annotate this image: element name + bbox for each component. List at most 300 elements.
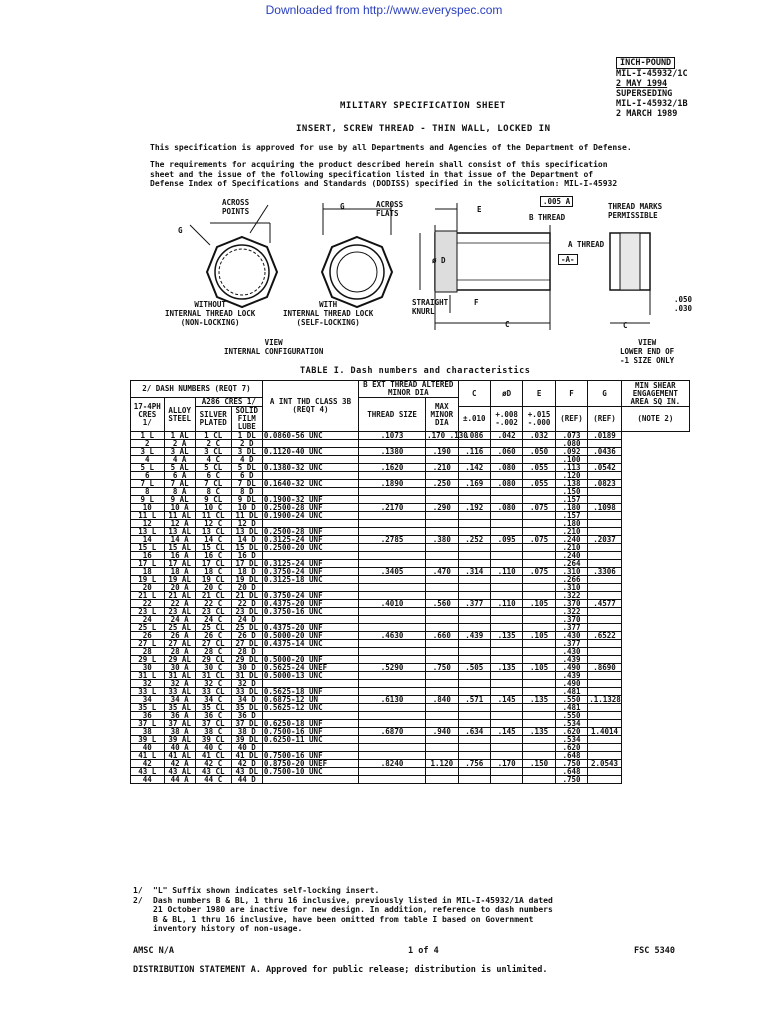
table-cell: .534 — [555, 736, 587, 744]
d-label: ø D — [432, 256, 446, 265]
c-label: C — [623, 321, 628, 330]
table-cell: 38 A — [164, 728, 195, 736]
table-cell — [490, 616, 522, 624]
table-cell: 39 DL — [231, 736, 262, 744]
table-cell: 2 — [131, 440, 165, 448]
table-cell — [359, 640, 426, 648]
table-cell: 8 A — [164, 488, 195, 496]
table-cell: .080 — [555, 440, 587, 448]
table-cell: 12 C — [195, 520, 231, 528]
table-cell: .430 — [555, 632, 587, 640]
table-cell: .135 — [490, 664, 522, 672]
table-cell: 0.5000-20 UNF — [262, 632, 358, 640]
table-cell: .105 — [523, 600, 555, 608]
table-cell: 43 CL — [195, 768, 231, 776]
table-cell: 11 CL — [195, 512, 231, 520]
table-cell — [588, 616, 622, 624]
table-cell — [426, 680, 458, 688]
table-cell: .1.1328 — [589, 695, 621, 704]
table-cell: 37 CL — [195, 720, 231, 728]
table-cell: 11 AL — [164, 512, 195, 520]
table-cell: 25 L — [131, 624, 165, 632]
table-cell: 6 A — [164, 472, 195, 480]
table-cell: 27 L — [131, 640, 165, 648]
table-cell: 16 A — [164, 552, 195, 560]
table-cell — [588, 552, 622, 560]
table-cell — [458, 768, 490, 776]
g-ref-header: (REF) — [588, 407, 622, 432]
table-cell — [458, 648, 490, 656]
table-cell: 21 L — [131, 592, 165, 600]
table-cell: .2037 — [588, 536, 622, 544]
table-cell: 37 L — [131, 720, 165, 728]
internal-config-caption: VIEW INTERNAL CONFIGURATION — [224, 338, 324, 356]
f-col-header: F — [555, 381, 587, 407]
table-cell: 23 DL — [231, 608, 262, 616]
table-cell — [490, 584, 522, 592]
table-cell: 1.4014 — [588, 728, 622, 736]
table-cell — [426, 776, 458, 784]
table-cell: .075 — [523, 504, 555, 512]
table-cell — [523, 584, 555, 592]
table-cell: .192 — [458, 504, 490, 512]
table-cell: 7 DL — [231, 480, 262, 488]
table-cell: 30 A — [164, 664, 195, 672]
superseding-label: SUPERSEDING — [616, 89, 673, 99]
table-cell: 0.7500-16 UNF — [262, 752, 358, 760]
requirements-text — [150, 160, 617, 189]
table-cell: .505 — [458, 664, 490, 672]
table-cell: 8 — [131, 488, 165, 496]
table-cell — [359, 744, 426, 752]
note-text: B & BL, 1 thru 16 inclusive, have been omitted from table I based on Government — [153, 914, 534, 924]
table-cell: 33 L — [131, 688, 165, 696]
table-cell: .264 — [555, 560, 587, 568]
table-cell: 18 C — [195, 568, 231, 576]
table-cell: 35 DL — [231, 704, 262, 712]
table-cell: 19 CL — [195, 576, 231, 584]
table-cell: 13 L — [131, 528, 165, 536]
table-cell — [426, 552, 458, 560]
table-cell — [490, 736, 522, 744]
table-cell: .1073 — [359, 432, 426, 440]
table-cell: .750 — [555, 776, 587, 784]
table-cell: .380 — [426, 536, 458, 544]
table-cell: 31 L — [131, 672, 165, 680]
table-cell — [588, 576, 622, 584]
table-cell: .142 — [458, 464, 490, 472]
table-cell: 5 L — [131, 464, 165, 472]
table-cell — [523, 736, 555, 744]
table-cell — [588, 584, 622, 592]
table-cell: 21 CL — [195, 592, 231, 600]
table-cell: 17 L — [131, 560, 165, 568]
notes-block — [133, 886, 553, 934]
table-cell: 32 C — [195, 680, 231, 688]
table-cell: .135 — [523, 696, 555, 704]
table-cell: .170 — [490, 760, 522, 768]
note-mark: 2/ — [133, 895, 143, 905]
f-label: F — [474, 298, 479, 307]
approval-text: This specification is approved for use by all Departments and Agencies of the Department of Defense. — [150, 143, 632, 152]
table-cell — [523, 776, 555, 784]
table-cell: .110 — [490, 568, 522, 576]
table-cell: 0.8750-20 UNEF — [262, 760, 358, 768]
table-cell — [458, 744, 490, 752]
note-text: inventory history of non-usage. — [153, 924, 303, 933]
table-cell: 3 CL — [195, 448, 231, 456]
without-lock-caption: WITHOUT INTERNAL THREAD LOCK (NON-LOCKING) — [165, 300, 256, 327]
doc-number: MIL-I-45932/1C — [616, 69, 688, 79]
table-cell: 8 C — [195, 488, 231, 496]
table-cell: 14 A — [164, 536, 195, 544]
table-cell — [262, 776, 358, 784]
table-cell: .490 — [555, 664, 587, 672]
table-cell: .240 — [555, 536, 587, 544]
table-cell: 17 CL — [195, 560, 231, 568]
table-cell — [458, 552, 490, 560]
table-cell: 1 AL — [164, 432, 195, 440]
table-cell: 23 CL — [195, 608, 231, 616]
table-cell: 9 AL — [164, 496, 195, 504]
requirements-line: The requirements for acquiring the product described herein shall consist of this specification — [150, 160, 608, 169]
table-cell: 0.5625-12 UNC — [262, 704, 358, 712]
table-cell: 19 DL — [231, 576, 262, 584]
g-label: G — [340, 202, 345, 211]
table-cell: 10 D — [231, 504, 262, 512]
table-cell — [458, 608, 490, 616]
table-cell — [359, 608, 426, 616]
table-cell: 2.0543 — [588, 760, 622, 768]
table-cell: 6 C — [195, 472, 231, 480]
table-cell: 0.4375-20 UNF — [262, 600, 358, 608]
table-cell: 32 D — [231, 680, 262, 688]
table-cell: .180 — [555, 504, 587, 512]
table-cell: 42 D — [231, 760, 262, 768]
table-cell: .4010 — [359, 600, 426, 608]
table-cell: .370 — [555, 600, 587, 608]
requirements-line: Defense Index of Specifications and Standards (DODISS) specified in the solicitation: MIL-I-45932 — [150, 179, 618, 188]
table-cell: 31 DL — [231, 672, 262, 680]
table-cell — [426, 768, 458, 776]
table-cell: 34 D — [231, 696, 262, 704]
table-cell: .6522 — [588, 632, 622, 640]
table-cell: .2170 — [359, 504, 426, 512]
table-cell — [359, 680, 426, 688]
unit-box: INCH-POUND — [616, 57, 675, 69]
table-cell: .210 — [555, 528, 587, 536]
note-line — [133, 905, 553, 915]
table-cell — [359, 704, 426, 712]
table-cell: 2 D — [231, 440, 262, 448]
table-cell: 41 AL — [164, 752, 195, 760]
superseded-date: 2 MARCH 1989 — [616, 109, 678, 119]
table-cell — [359, 512, 426, 520]
table-cell: .8240 — [359, 760, 426, 768]
table-cell: .150 — [555, 488, 587, 496]
table-cell: .060 — [490, 448, 522, 456]
table-cell: 3 L — [131, 448, 165, 456]
table-cell — [490, 768, 522, 776]
table-cell: .095 — [490, 536, 522, 544]
table-cell: .430 — [555, 648, 587, 656]
note-line — [133, 896, 553, 906]
f-ref-header: (REF) — [555, 407, 587, 432]
table-cell: 0.3750-24 UNF — [262, 592, 358, 600]
table-cell: 0.1900-24 UNC — [262, 512, 358, 520]
table-cell — [359, 552, 426, 560]
table-cell — [458, 776, 490, 784]
table-cell: 14 D — [231, 536, 262, 544]
table-cell: 20 D — [231, 584, 262, 592]
table-cell: .310 — [555, 584, 587, 592]
with-lock-caption: WITH INTERNAL THREAD LOCK (SELF-LOCKING) — [283, 300, 374, 327]
table-cell: 26 D — [231, 632, 262, 640]
table-cell: .940 — [426, 728, 458, 736]
table-cell — [490, 776, 522, 784]
silver-plated-header: SILVER PLATED — [195, 407, 231, 432]
table-cell: .075 — [523, 568, 555, 576]
table-cell — [359, 488, 426, 496]
table-cell: 35 L — [131, 704, 165, 712]
thread-size-header: THREAD SIZE — [359, 398, 426, 432]
table-cell: .0823 — [588, 480, 622, 488]
table-cell — [588, 520, 622, 528]
note-text: 21 October 1980 are inactive for new design. In addition, reference to dash numbers — [153, 905, 553, 914]
table-cell — [523, 520, 555, 528]
table-cell: .250 — [426, 480, 458, 488]
table-cell: .490 — [555, 680, 587, 688]
table-cell: 13 CL — [195, 528, 231, 536]
table-cell: 44 C — [195, 776, 231, 784]
table-cell — [523, 680, 555, 688]
note-line — [133, 924, 553, 934]
table-cell: 38 C — [195, 728, 231, 736]
table-cell: .750 — [555, 760, 587, 768]
table-cell: 5 DL — [231, 464, 262, 472]
table-cell — [458, 640, 490, 648]
table-cell: 21 DL — [231, 592, 262, 600]
table-cell: .4630 — [359, 632, 426, 640]
table-cell: 13 DL — [231, 528, 262, 536]
table-cell — [426, 584, 458, 592]
table-cell — [490, 680, 522, 688]
table-cell: .116 — [458, 448, 490, 456]
table-cell — [523, 544, 555, 552]
table-cell: .290 — [426, 504, 458, 512]
table-cell: 0.7500-16 UNF — [262, 728, 358, 736]
table-cell: 2 A — [164, 440, 195, 448]
table-cell: 25 DL — [231, 624, 262, 632]
table-cell: 40 C — [195, 744, 231, 752]
table-cell — [458, 704, 490, 712]
table-cell: 35 AL — [164, 704, 195, 712]
across-points-label: ACROSS POINTS — [222, 198, 250, 216]
table-cell: .648 — [555, 768, 587, 776]
table-cell: 34 C — [195, 696, 231, 704]
table-cell: 44 — [131, 776, 165, 784]
table-cell: 36 A — [164, 712, 195, 720]
table-cell: .377 — [458, 600, 490, 608]
table-cell: .252 — [458, 536, 490, 544]
dash-number-table — [130, 380, 690, 784]
table-cell — [523, 704, 555, 712]
table-cell: 1 L — [131, 432, 165, 440]
table-cell — [359, 712, 426, 720]
table-cell: .135 — [523, 728, 555, 736]
table-cell: .756 — [458, 760, 490, 768]
table-cell: .0542 — [588, 464, 622, 472]
table-cell: .750 — [426, 664, 458, 672]
table-cell: 10 C — [195, 504, 231, 512]
table-cell: .322 — [555, 608, 587, 616]
table-cell — [359, 768, 426, 776]
table-cell: .560 — [426, 600, 458, 608]
table-cell: .2785 — [359, 536, 426, 544]
table-cell: .377 — [555, 640, 587, 648]
table-cell: .0189 — [588, 432, 622, 440]
table-cell: 9 L — [131, 496, 165, 504]
note-text: Dash numbers B & BL, 1 thru 16 inclusive, previously listed in MIL-I-45932/1A dated — [153, 895, 553, 905]
straight-knurl-label: STRAIGHT KNURL — [412, 298, 449, 316]
table-cell: 38 D — [231, 728, 262, 736]
table-cell: 41 CL — [195, 752, 231, 760]
table-cell: 6 — [131, 472, 165, 480]
table-cell: 0.5000-13 UNC — [262, 672, 358, 680]
table-cell — [426, 712, 458, 720]
lower-end-caption: VIEW LOWER END OF -1 SIZE ONLY — [620, 338, 675, 365]
table-cell: 11 L — [131, 512, 165, 520]
table-cell: .240 — [555, 552, 587, 560]
table-cell — [490, 520, 522, 528]
table-cell: .481 — [555, 704, 587, 712]
table-cell: 2 C — [195, 440, 231, 448]
table-cell: .073 — [555, 432, 587, 440]
table-cell: 0.3750-24 UNF — [262, 568, 358, 576]
table-cell: 0.6250-11 UNC — [262, 736, 358, 744]
table-cell: .110 — [490, 600, 522, 608]
across-flats-label: ACROSS FLATS — [376, 200, 404, 218]
table-cell — [490, 512, 522, 520]
table-cell: 13 AL — [164, 528, 195, 536]
table-cell: 18 D — [231, 568, 262, 576]
table-cell — [426, 520, 458, 528]
table-cell: 39 AL — [164, 736, 195, 744]
table-cell — [458, 544, 490, 552]
table-cell: 33 AL — [164, 688, 195, 696]
table-cell: 25 CL — [195, 624, 231, 632]
dim-030-label: .030 — [674, 304, 693, 313]
download-link[interactable]: Downloaded from http://www.everyspec.com — [265, 3, 503, 17]
table-cell — [588, 768, 622, 776]
table-cell: .266 — [555, 576, 587, 584]
table-cell — [588, 648, 622, 656]
table-cell: 0.5625-24 UNEF — [262, 664, 358, 672]
table-cell: 37 AL — [164, 720, 195, 728]
table-cell: 4 A — [164, 456, 195, 464]
table-cell: .840 — [426, 696, 458, 704]
table-cell: 44 D — [231, 776, 262, 784]
table-cell: 26 A — [164, 632, 195, 640]
table-cell — [426, 608, 458, 616]
table-cell: 42 C — [195, 760, 231, 768]
table-cell: 22 A — [164, 600, 195, 608]
table-cell: 20 C — [195, 584, 231, 592]
table-cell: .055 — [523, 480, 555, 488]
table-cell: .138 — [555, 480, 587, 488]
table-cell — [458, 576, 490, 584]
table-cell: 12 D — [231, 520, 262, 528]
table-cell: 10 — [131, 504, 165, 512]
distribution-statement: DISTRIBUTION STATEMENT A. Approved for public release; distribution is unlimited. — [133, 965, 548, 975]
table-cell: .439 — [555, 656, 587, 664]
table-cell: 3 DL — [231, 448, 262, 456]
cres-4ph-header: 17-4PH CRES 1/ — [131, 398, 165, 432]
table-cell — [588, 736, 622, 744]
table-cell: 3 AL — [164, 448, 195, 456]
table-cell: 0.3750-16 UNC — [262, 608, 358, 616]
table-cell: 7 AL — [164, 480, 195, 488]
table-cell: 22 — [131, 600, 165, 608]
table-cell: 43 AL — [164, 768, 195, 776]
d-tol-header: +.008 -.002 — [490, 407, 522, 432]
table-cell — [426, 640, 458, 648]
e-tol-header: +.015 -.000 — [523, 407, 555, 432]
table-cell: 0.6875-12 UN — [262, 696, 358, 704]
table-cell: 15 AL — [164, 544, 195, 552]
table-cell — [359, 576, 426, 584]
table-cell: 1 DL — [231, 432, 262, 440]
table-cell — [523, 576, 555, 584]
table-cell — [490, 648, 522, 656]
table-cell: 9 DL — [231, 496, 262, 504]
a-col-header: A INT THD CLASS 3B (REQT 4) — [262, 381, 358, 432]
table-cell: 29 CL — [195, 656, 231, 664]
table-cell: 4 D — [231, 456, 262, 464]
table-cell: 11 DL — [231, 512, 262, 520]
table-cell: 6 D — [231, 472, 262, 480]
table-cell: 0.1900-32 UNF — [262, 496, 358, 504]
table-cell: .634 — [458, 728, 490, 736]
table-cell: 28 — [131, 648, 165, 656]
a286-cres-header: A286 CRES 1/ — [195, 398, 262, 407]
table-cell: 29 L — [131, 656, 165, 664]
table-cell: 15 DL — [231, 544, 262, 552]
table-cell: 4 C — [195, 456, 231, 464]
table-cell: 36 — [131, 712, 165, 720]
table-cell: .534 — [555, 720, 587, 728]
table-cell: 24 A — [164, 616, 195, 624]
table-cell — [588, 712, 622, 720]
table-cell — [588, 488, 622, 496]
table-cell: 21 AL — [164, 592, 195, 600]
table-cell: .086 — [458, 432, 490, 440]
e-col-header: E — [523, 381, 555, 407]
table-row — [131, 776, 690, 784]
table-cell: 26 C — [195, 632, 231, 640]
table-cell — [359, 672, 426, 680]
note-line — [133, 915, 553, 925]
table-cell — [523, 640, 555, 648]
non-locking-view — [190, 205, 277, 307]
table-cell: 23 L — [131, 608, 165, 616]
table-cell: 24 — [131, 616, 165, 624]
table-cell: 12 — [131, 520, 165, 528]
table-cell: 0.3125-24 UNF — [262, 560, 358, 568]
table-cell: 43 DL — [231, 768, 262, 776]
table-cell: .210 — [426, 464, 458, 472]
table-cell — [523, 712, 555, 720]
